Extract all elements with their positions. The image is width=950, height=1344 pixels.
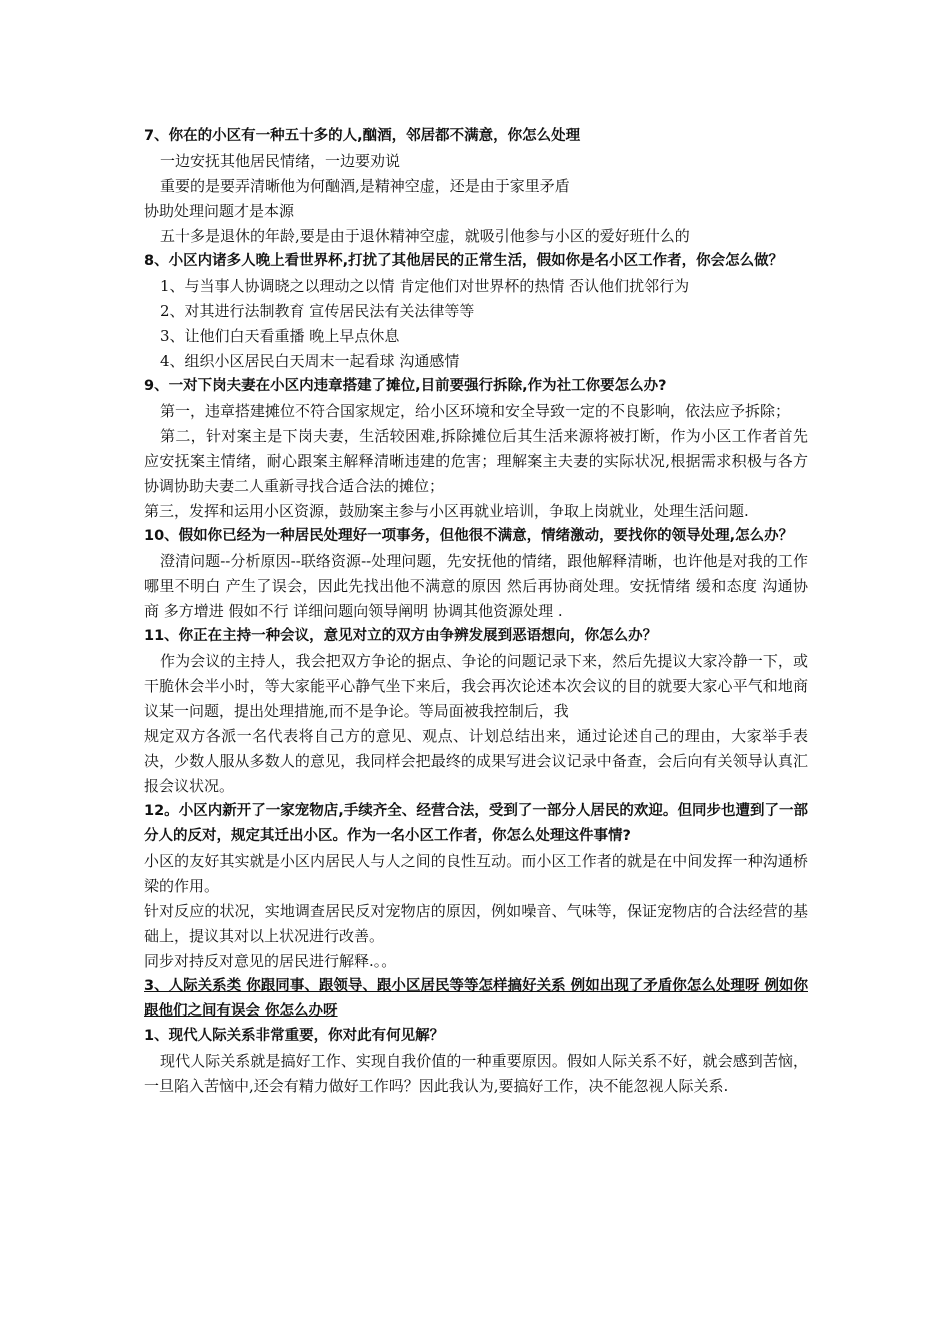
- answer-paragraph: 第二，针对案主是下岗夫妻，生活较困难,拆除摊位后其生活来源将被打断，作为小区工作者首先应安抚案主情绪，耐心跟案主解释清晰违建的危害；理解案主夫妻的实际状况,根据需求积极与各方协调协助夫妻二人重新寻找合适合法的摊位；: [144, 427, 808, 495]
- question-11: 11、你正在主持一种会议，意见对立的双方由争辨发展到恶语想向，你怎么办？: [144, 628, 658, 644]
- answer-paragraph: 澄清问题--分析原因--联络资源--处理问题，先安抚他的情绪，跟他解释清晰，也许他是对我的工作哪里不明白 产生了误会，因此先找出他不满意的原因 然后再协商处理。安抚情绪 缓和态度 沟通协商 多方增进 假如不行 详细问题向领导阐明 协调其他资源处理 .: [144, 552, 808, 620]
- question-7: 7、你在的小区有一种五十多的人,酗酒，邻居都不满意，你怎么处理: [144, 128, 581, 144]
- answer-paragraph: 第三，发挥和运用小区资源，鼓励案主参与小区再就业培训，争取上岗就业，处理生活问题.: [144, 502, 749, 520]
- answer-line: 五十多是退休的年龄,要是由于退休精神空虚，就吸引他参与小区的爱好班什么的: [160, 227, 690, 245]
- answer-paragraph: 小区的友好其实就是小区内居民人与人之间的良性互动。而小区工作者的就是在中间发挥一种沟通桥梁的作用。: [144, 852, 808, 895]
- section-heading-interpersonal: 3、人际关系类 你跟同事、跟领导、跟小区居民等等怎样搞好关系 例如出现了矛盾你怎么处理呀 例如你跟他们之间有误会 你怎么办呀: [144, 978, 808, 1019]
- question-9: 9、一对下岗夫妻在小区内违章搭建了摊位,目前要强行拆除,作为社工你要怎么办?: [144, 378, 667, 394]
- answer-paragraph: 针对反应的状况，实地调查居民反对宠物店的原因，例如噪音、气味等，保证宠物店的合法经营的基础上，提议其对以上状况进行改善。: [144, 902, 808, 945]
- document-body: [144, 124, 808, 1099]
- answer-item: 1、与当事人协调晓之以理动之以情 肯定他们对世界杯的热情 否认他们扰邻行为: [160, 277, 690, 295]
- question-10: 10、假如你已经为一种居民处理好一项事务，但他很不满意，情绪激动，要找你的领导处理,怎么办？: [144, 528, 794, 544]
- answer-paragraph: 现代人际关系就是搞好工作、实现自我价值的一种重要原因。假如人际关系不好，就会感到苦恼，一旦陷入苦恼中,还会有精力做好工作吗？因此我认为,要搞好工作，决不能忽视人际关系.: [144, 1052, 808, 1095]
- answer-item: 2、对其进行法制教育 宣传居民法有关法律等等: [160, 302, 475, 320]
- answer-paragraph: 第一，违章搭建摊位不符合国家规定，给小区环境和安全导致一定的不良影响，依法应予拆除；: [160, 402, 791, 420]
- answer-item: 4、组织小区居民白天周末一起看球 沟通感情: [160, 352, 460, 370]
- answer-line: 协助处理问题才是本源: [144, 202, 295, 220]
- question-8: 8、小区内诸多人晚上看世界杯,打扰了其他居民的正常生活，假如你是名小区工作者，你会怎么做？: [144, 253, 784, 269]
- answer-paragraph: 作为会议的主持人，我会把双方争论的据点、争论的问题记录下来，然后先提议大家冷静一下，或干脆休会半小时，等大家能平心静气坐下来后，我会再次论述本次会议的目的就要大家心平气和地商议某一问题，提出处理措施,而不是争论。等局面被我控制后，我: [144, 652, 808, 720]
- question-1: 1、现代人际关系非常重要，你对此有何见解？: [144, 1028, 445, 1044]
- answer-line: 重要的是要弄清晰他为何酗酒,是精神空虚，还是由于家里矛盾: [160, 177, 570, 195]
- answer-paragraph: 同步对持反对意见的居民进行解释.。。: [144, 952, 397, 970]
- answer-paragraph: 规定双方各派一名代表将自己方的意见、观点、计划总结出来，通过论述自己的理由，大家举手表决，少数人服从多数人的意见，我同样会把最终的成果写进会议记录中备查，会后向有关领导认真汇报会议状况。: [144, 727, 808, 795]
- question-12: 12。小区内新开了一家宠物店,手续齐全、经营合法，受到了一部分人居民的欢迎。但同步也遭到了一部分人的反对，规定其迁出小区。作为一名小区工作者，你怎么处理这件事情?: [144, 803, 808, 844]
- answer-item: 3、让他们白天看重播 晚上早点休息: [160, 327, 400, 345]
- answer-line: 一边安抚其他居民情绪，一边要劝说: [160, 152, 401, 170]
